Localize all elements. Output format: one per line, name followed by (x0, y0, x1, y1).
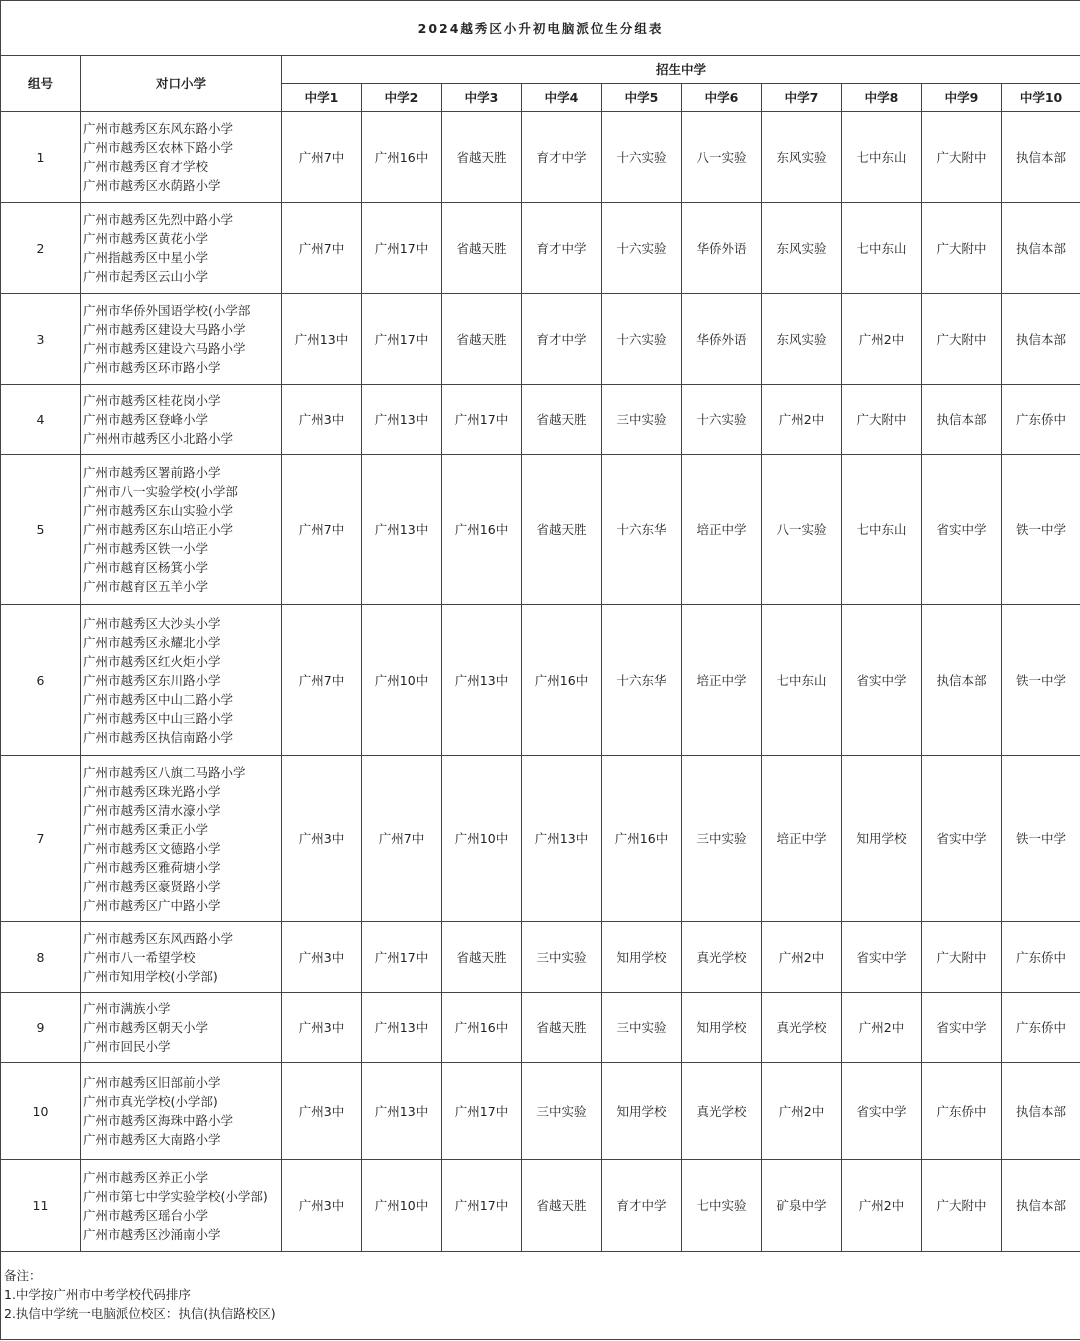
primary-school-name: 广州市华侨外国语学校(小学部 (83, 303, 251, 318)
group-number: 3 (1, 294, 81, 385)
middle-school-cell: 三中实验 (522, 922, 602, 993)
table-row (1, 922, 1080, 993)
middle-school-cell: 广大附中 (922, 294, 1002, 385)
middle-school-cell: 广州7中 (282, 203, 362, 294)
middle-school-cell: 广州16中 (522, 605, 602, 756)
primary-school-name: 广州市越秀区黄花小学 (83, 231, 209, 246)
primary-school-name: 广州市满族小学 (83, 1001, 171, 1016)
middle-school-cell: 广州10中 (362, 605, 442, 756)
primary-school-name: 广州市越秀区红火炬小学 (83, 653, 221, 669)
primary-school-name: 广州市越秀区旧部前小学 (83, 1075, 221, 1090)
group-number: 5 (1, 455, 81, 605)
middle-school-cell: 广州2中 (762, 922, 842, 993)
group-number: 8 (1, 922, 81, 993)
middle-school-cell: 知用学校 (682, 993, 762, 1063)
primary-school-name: 广州市越秀区环市路小学 (83, 360, 221, 375)
middle-school-cell: 七中东山 (842, 455, 922, 605)
table-row (1, 993, 1080, 1063)
middle-school-cell: 省越天胜 (522, 993, 602, 1063)
header-enroll-middle: 招生中学 (282, 56, 1080, 84)
middle-school-cell: 广州2中 (762, 1063, 842, 1160)
middle-school-cell: 广大附中 (922, 1160, 1002, 1252)
middle-school-cell: 东风实验 (762, 294, 842, 385)
primary-school-name: 广州市越秀区养正小学 (83, 1169, 209, 1185)
middle-school-cell: 广东侨中 (922, 1063, 1002, 1160)
middle-school-cell: 省实中学 (922, 756, 1002, 922)
middle-school-cell: 广大附中 (922, 922, 1002, 993)
middle-school-cell: 广州17中 (362, 294, 442, 385)
middle-school-cell: 广州10中 (362, 1160, 442, 1252)
primary-school-name: 广州市越秀区雅荷塘小学 (83, 859, 221, 875)
header-middle-school-2: 中学2 (362, 84, 442, 112)
middle-school-cell: 七中实验 (682, 1160, 762, 1252)
middle-school-cell: 执信本部 (1002, 1063, 1080, 1160)
middle-school-cell: 知用学校 (842, 756, 922, 922)
primary-school-name: 广州市越秀区清水濠小学 (83, 802, 221, 818)
group-number: 1 (1, 112, 81, 203)
middle-school-cell: 七中东山 (842, 112, 922, 203)
middle-school-cell: 育才中学 (522, 294, 602, 385)
middle-school-cell: 省越天胜 (522, 385, 602, 455)
middle-school-cell: 广州7中 (282, 112, 362, 203)
primary-school-name: 广州市越秀区八旗二马路小学 (83, 764, 246, 780)
table-row (1, 756, 1080, 922)
middle-school-cell: 执信本部 (922, 385, 1002, 455)
primary-school-name: 广州市八一实验学校(小学部 (83, 484, 238, 499)
middle-school-cell: 执信本部 (1002, 112, 1080, 203)
middle-school-cell: 广州17中 (442, 385, 522, 455)
middle-school-cell: 省越天胜 (522, 455, 602, 605)
primary-school-name: 广州市越秀区文德路小学 (83, 840, 221, 856)
primary-school-name: 广州市越育区杨箕小学 (83, 560, 209, 575)
primary-school-list (81, 1063, 282, 1160)
middle-school-cell: 省越天胜 (442, 203, 522, 294)
table-row (1, 385, 1080, 455)
middle-school-cell: 知用学校 (602, 1063, 682, 1160)
primary-school-name: 广州市越秀区东山培正小学 (83, 522, 234, 537)
primary-school-name: 广州市第七中学实验学校(小学部) (83, 1188, 268, 1204)
header-middle-school-1: 中学1 (282, 84, 362, 112)
primary-school-name: 广州市越秀区桂花岗小学 (83, 393, 221, 408)
middle-school-cell: 真光学校 (682, 1063, 762, 1160)
header-middle-school-9: 中学9 (922, 84, 1002, 112)
middle-school-cell: 三中实验 (602, 993, 682, 1063)
header-middle-school-3: 中学3 (442, 84, 522, 112)
primary-school-name: 广州市越秀区秉正小学 (83, 821, 209, 837)
primary-school-list (81, 385, 282, 455)
middle-school-cell: 知用学校 (602, 922, 682, 993)
middle-school-cell: 广州16中 (602, 756, 682, 922)
middle-school-cell: 矿泉中学 (762, 1160, 842, 1252)
middle-school-cell: 七中东山 (762, 605, 842, 756)
middle-school-cell: 铁一中学 (1002, 455, 1080, 605)
middle-school-cell: 广大附中 (922, 112, 1002, 203)
middle-school-cell: 省越天胜 (442, 922, 522, 993)
group-number: 11 (1, 1160, 81, 1252)
primary-school-name: 广州市越秀区署前路小学 (83, 465, 221, 480)
primary-school-name: 广州市越秀区东风西路小学 (83, 930, 234, 946)
primary-school-name: 广州市知用学校(小学部) (83, 968, 218, 984)
middle-school-cell: 执信本部 (1002, 294, 1080, 385)
primary-school-name: 广州市越秀区登峰小学 (83, 412, 209, 427)
table-row (1, 203, 1080, 294)
middle-school-cell: 广州7中 (282, 455, 362, 605)
middle-school-cell: 十六实验 (602, 294, 682, 385)
middle-school-cell: 十六东华 (602, 455, 682, 605)
middle-school-cell: 广东侨中 (1002, 385, 1080, 455)
header-group: 组号 (1, 56, 81, 112)
primary-school-name: 广州市越秀区东川路小学 (83, 672, 221, 688)
header-middle-school-10: 中学10 (1002, 84, 1080, 112)
middle-school-cell: 广州17中 (362, 922, 442, 993)
primary-school-list (81, 922, 282, 993)
primary-school-name: 广州市越秀区永耀北小学 (83, 634, 221, 650)
primary-school-list (81, 294, 282, 385)
middle-school-cell: 广州13中 (362, 993, 442, 1063)
primary-school-name: 广州市越秀区建设大马路小学 (83, 322, 246, 337)
middle-school-cell: 东风实验 (762, 112, 842, 203)
header-middle-school-4: 中学4 (522, 84, 602, 112)
table-row (1, 1160, 1080, 1252)
middle-school-cell: 广州3中 (282, 756, 362, 922)
primary-school-name: 广州市起秀区云山小学 (83, 269, 209, 284)
primary-school-name: 广州市越秀区海珠中路小学 (83, 1113, 234, 1128)
primary-school-name: 广州市越秀区铁一小学 (83, 541, 209, 556)
primary-school-list (81, 203, 282, 294)
primary-school-name: 广州市越秀区大沙头小学 (83, 615, 221, 631)
primary-school-name: 广州指越秀区中星小学 (83, 250, 209, 265)
primary-school-name: 广州州市越秀区小北路小学 (83, 431, 234, 446)
group-number: 9 (1, 993, 81, 1063)
middle-school-cell: 十六实验 (602, 112, 682, 203)
primary-school-name: 广州市越秀区建设六马路小学 (83, 341, 246, 356)
middle-school-cell: 广州2中 (842, 294, 922, 385)
primary-school-name: 广州市越秀区沙涌南小学 (83, 1226, 221, 1242)
note-line: 1.中学按广州市中考学校代码排序 (4, 1287, 191, 1302)
middle-school-cell: 执信本部 (1002, 1160, 1080, 1252)
middle-school-cell: 广州3中 (282, 993, 362, 1063)
primary-school-name: 广州市越秀区大南路小学 (83, 1132, 221, 1147)
group-number: 4 (1, 385, 81, 455)
notes-row (1, 1252, 1080, 1340)
primary-school-name: 广州市越秀区水荫路小学 (83, 178, 221, 193)
middle-school-cell: 省越天胜 (522, 1160, 602, 1252)
middle-school-cell: 三中实验 (522, 1063, 602, 1160)
group-number: 7 (1, 756, 81, 922)
middle-school-cell: 十六东华 (602, 605, 682, 756)
middle-school-cell: 广州17中 (442, 1063, 522, 1160)
middle-school-cell: 广州13中 (282, 294, 362, 385)
middle-school-cell: 培正中学 (762, 756, 842, 922)
primary-school-list (81, 112, 282, 203)
middle-school-cell: 执信本部 (1002, 203, 1080, 294)
middle-school-cell: 广州17中 (362, 203, 442, 294)
middle-school-cell: 广州17中 (442, 1160, 522, 1252)
primary-school-name: 广州市越秀区瑶台小学 (83, 1207, 209, 1223)
table-title: 2024越秀区小升初电脑派位生分组表 (1, 1, 1080, 56)
middle-school-cell: 培正中学 (682, 605, 762, 756)
primary-school-name: 广州市越秀区农林下路小学 (83, 140, 234, 155)
middle-school-cell: 三中实验 (602, 385, 682, 455)
middle-school-cell: 广州13中 (442, 605, 522, 756)
middle-school-cell: 广大附中 (922, 203, 1002, 294)
header-primary-school: 对口小学 (81, 56, 282, 112)
middle-school-cell: 广州2中 (762, 385, 842, 455)
primary-school-name: 广州市越秀区东风东路小学 (83, 121, 234, 136)
middle-school-cell: 广州3中 (282, 1160, 362, 1252)
table-row (1, 294, 1080, 385)
middle-school-cell: 三中实验 (682, 756, 762, 922)
middle-school-cell: 广州13中 (362, 1063, 442, 1160)
middle-school-cell: 广州3中 (282, 922, 362, 993)
middle-school-cell: 铁一中学 (1002, 756, 1080, 922)
middle-school-cell: 省实中学 (842, 922, 922, 993)
middle-school-cell: 育才中学 (522, 112, 602, 203)
middle-school-cell: 十六实验 (602, 203, 682, 294)
group-number: 10 (1, 1063, 81, 1160)
middle-school-cell: 广州2中 (842, 1160, 922, 1252)
middle-school-cell: 育才中学 (522, 203, 602, 294)
header-middle-school-8: 中学8 (842, 84, 922, 112)
middle-school-cell: 省实中学 (922, 455, 1002, 605)
middle-school-cell: 广州3中 (282, 1063, 362, 1160)
table-row (1, 1063, 1080, 1160)
group-number: 6 (1, 605, 81, 756)
primary-school-name: 广州市八一希望学校 (83, 949, 196, 965)
middle-school-cell: 广州13中 (362, 385, 442, 455)
notes-label: 备注： (4, 1268, 42, 1283)
primary-school-name: 广州市越秀区朝天小学 (83, 1020, 209, 1035)
primary-school-name: 广州市越秀区中山二路小学 (83, 691, 234, 707)
middle-school-cell: 育才中学 (602, 1160, 682, 1252)
middle-school-cell: 广州7中 (362, 756, 442, 922)
primary-school-list (81, 756, 282, 922)
middle-school-cell: 广州16中 (442, 455, 522, 605)
primary-school-name: 广州市真光学校(小学部) (83, 1094, 218, 1109)
primary-school-name: 广州市越育区五羊小学 (83, 579, 209, 594)
primary-school-list (81, 993, 282, 1063)
middle-school-cell: 省实中学 (842, 1063, 922, 1160)
primary-school-name: 广州市回民小学 (83, 1039, 171, 1054)
middle-school-cell: 华侨外语 (682, 203, 762, 294)
middle-school-cell: 广州10中 (442, 756, 522, 922)
header-middle-school-5: 中学5 (602, 84, 682, 112)
primary-school-list (81, 455, 282, 605)
middle-school-cell: 八一实验 (762, 455, 842, 605)
middle-school-cell: 省实中学 (922, 993, 1002, 1063)
primary-school-name: 广州市越秀区广中路小学 (83, 897, 221, 913)
header-middle-school-7: 中学7 (762, 84, 842, 112)
middle-school-cell: 广州13中 (362, 455, 442, 605)
middle-school-cell: 八一实验 (682, 112, 762, 203)
middle-school-cell: 广州16中 (362, 112, 442, 203)
notes (1, 1252, 1080, 1340)
primary-school-name: 广州市越秀区豪贤路小学 (83, 878, 221, 894)
middle-school-cell: 十六实验 (682, 385, 762, 455)
middle-school-cell: 广州13中 (522, 756, 602, 922)
middle-school-cell: 东风实验 (762, 203, 842, 294)
primary-school-name: 广州市越秀区珠光路小学 (83, 783, 221, 799)
primary-school-name: 广州市越秀区育才学校 (83, 159, 209, 174)
middle-school-cell: 广大附中 (842, 385, 922, 455)
middle-school-cell: 广东侨中 (1002, 922, 1080, 993)
primary-school-name: 广州市越秀区执信南路小学 (83, 729, 234, 745)
middle-school-cell: 广东侨中 (1002, 993, 1080, 1063)
middle-school-cell: 广州3中 (282, 385, 362, 455)
primary-school-name: 广州市越秀区东山实验小学 (83, 503, 234, 518)
primary-school-name: 广州市越秀区先烈中路小学 (83, 212, 234, 227)
table-row (1, 455, 1080, 605)
middle-school-cell: 真光学校 (762, 993, 842, 1063)
group-number: 2 (1, 203, 81, 294)
middle-school-cell: 执信本部 (922, 605, 1002, 756)
note-line: 2.执信中学统一电脑派位校区：执信(执信路校区) (4, 1306, 276, 1321)
middle-school-cell: 广州2中 (842, 993, 922, 1063)
header-middle-school-6: 中学6 (682, 84, 762, 112)
middle-school-cell: 广州7中 (282, 605, 362, 756)
primary-school-list (81, 1160, 282, 1252)
middle-school-cell: 广州16中 (442, 993, 522, 1063)
middle-school-cell: 省越天胜 (442, 112, 522, 203)
primary-school-list (81, 605, 282, 756)
middle-school-cell: 省越天胜 (442, 294, 522, 385)
middle-school-cell: 铁一中学 (1002, 605, 1080, 756)
middle-school-cell: 七中东山 (842, 203, 922, 294)
middle-school-cell: 真光学校 (682, 922, 762, 993)
middle-school-cell: 省实中学 (842, 605, 922, 756)
middle-school-cell: 华侨外语 (682, 294, 762, 385)
middle-school-cell: 培正中学 (682, 455, 762, 605)
table-row (1, 605, 1080, 756)
table-row (1, 112, 1080, 203)
primary-school-name: 广州市越秀区中山三路小学 (83, 710, 234, 726)
